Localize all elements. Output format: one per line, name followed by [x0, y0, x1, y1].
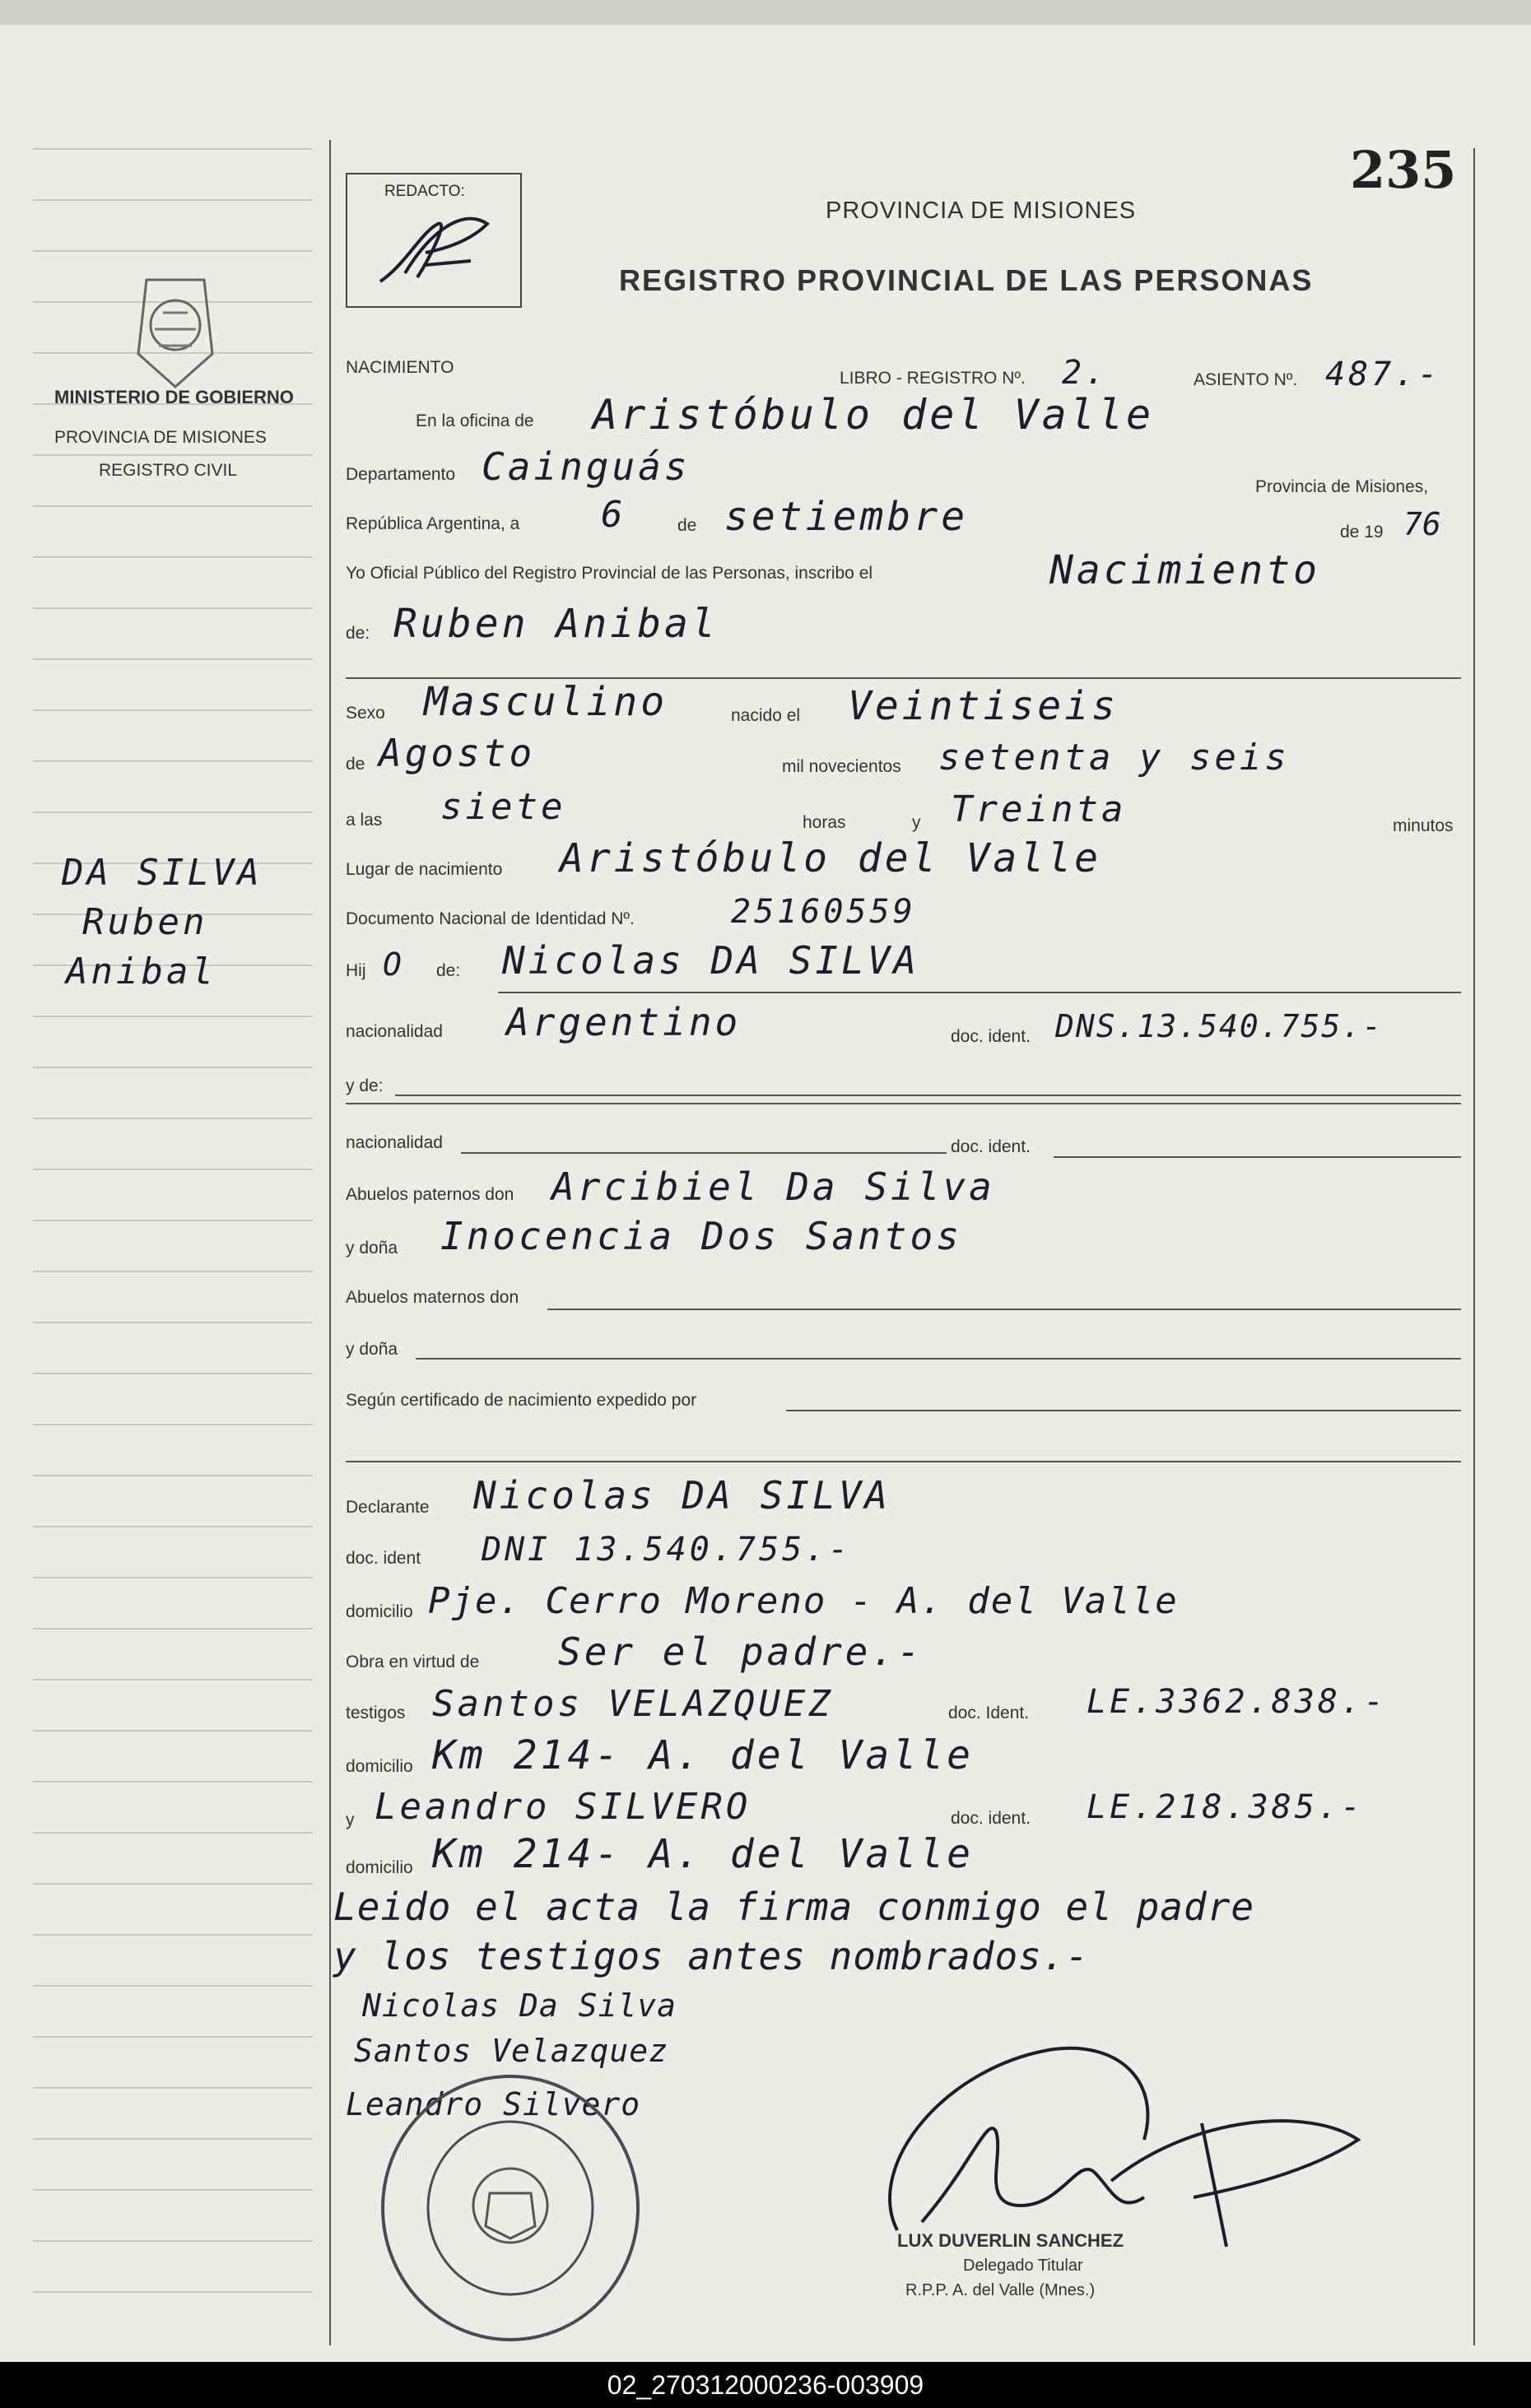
- minutos-value: Treinta: [951, 788, 1127, 830]
- margin-rule-line: [33, 1628, 313, 1629]
- testigo1-value: Santos VELAZQUEZ: [432, 1683, 834, 1725]
- testigos-label: testigos: [346, 1704, 406, 1722]
- margin-rule-line: [33, 2138, 313, 2140]
- oficina-value: Aristóbulo del Valle: [593, 391, 1155, 439]
- margin-rule-line: [33, 2240, 313, 2242]
- margin-rule-line: [33, 1934, 313, 1936]
- minutos-label: minutos: [1393, 816, 1454, 835]
- testigo1-domicilio-label: domicilio: [346, 1757, 413, 1776]
- margin-rule-line: [33, 1424, 313, 1425]
- declarante-value: Nicolas DA SILVA: [473, 1473, 891, 1518]
- margin-rule-line: [33, 454, 313, 456]
- margin-second-name: Anibal: [66, 951, 216, 992]
- firma-testigo2: Leandro Silvero: [346, 2086, 641, 2122]
- fecha-mes: setiembre: [724, 494, 969, 540]
- lugar-value: Aristóbulo del Valle: [560, 835, 1101, 881]
- fecha-de: de: [677, 516, 697, 535]
- margin-rule-line: [33, 250, 313, 252]
- frame-left-line: [329, 140, 331, 2345]
- cierre-line-1: Leido el acta la firma conmigo el padre: [333, 1885, 1255, 1929]
- testigo2-value: Leandro SILVERO: [375, 1786, 752, 1828]
- testigo2-domicilio-value: Km 214- A. del Valle: [432, 1831, 974, 1877]
- margin-rule-line: [33, 1679, 313, 1680]
- margin-rule-line: [33, 658, 313, 660]
- file-id-caption: 02_270312000236-003909: [0, 2362, 1531, 2408]
- mes-value: Agosto: [379, 731, 536, 775]
- margin-rule-line: [33, 1475, 313, 1476]
- declarante-doc-value: DNI 13.540.755.-: [482, 1531, 852, 1569]
- nombre-label: de:: [346, 624, 370, 643]
- nacionalidad-padre-value: Argentino: [506, 1000, 742, 1044]
- fecha-anio-label: de 19: [1340, 523, 1384, 542]
- testigo1-doc-label: doc. Ident.: [948, 1704, 1030, 1722]
- margin-rule-line: [33, 199, 313, 201]
- nacionalidad-padre-label: nacionalidad: [346, 1022, 443, 1041]
- testigo2-doc-value: LE.218.385.-: [1087, 1788, 1364, 1826]
- horas-label: horas: [803, 813, 846, 832]
- doc-padre-value: DNS.13.540.755.-: [1055, 1008, 1384, 1044]
- redacto-box: [346, 173, 522, 308]
- margin-rule-line: [33, 1322, 313, 1323]
- nombre-value: Ruben Anibal: [393, 601, 719, 647]
- declarante-label: Declarante: [346, 1498, 430, 1517]
- fecha-anio: 76: [1403, 506, 1441, 542]
- margin-rule-line: [33, 2189, 313, 2191]
- margin-rule-line: [33, 1730, 313, 1732]
- margin-rule-line: [33, 1781, 313, 1783]
- asiento-label: ASIENTO Nº.: [1194, 370, 1298, 389]
- hora-label: a las: [346, 811, 383, 830]
- departamento-value: Cainguás: [482, 444, 691, 489]
- doc-padre-label: doc. ident.: [951, 1027, 1031, 1046]
- oficial-value: Nacimiento: [1049, 547, 1320, 593]
- margin-rule-line: [33, 2087, 313, 2089]
- margin-rule-line: [33, 1373, 313, 1374]
- margin-rule-line: [33, 709, 313, 711]
- doc-madre-line: [1054, 1156, 1461, 1158]
- document-page: [0, 25, 1531, 2362]
- lugar-label: Lugar de nacimiento: [346, 860, 503, 879]
- margin-rule-line: [33, 760, 313, 762]
- mes-label: de: [346, 755, 365, 774]
- abuela-materna-line: [416, 1358, 1461, 1360]
- madre-line: [395, 1095, 1461, 1096]
- margin-first-name: Ruben: [82, 901, 208, 943]
- sidebar-province-label: PROVINCIA DE MISIONES: [54, 428, 267, 447]
- certificado-line: [786, 1410, 1461, 1411]
- firma-padre: Nicolas Da Silva: [362, 1987, 677, 2024]
- hijo-gender-value: O: [383, 946, 405, 983]
- redacto-label: REDACTO:: [384, 183, 465, 200]
- margin-rule-line: [33, 607, 313, 609]
- abuelo-paterno-value: Arcibiel Da Silva: [551, 1164, 995, 1209]
- sexo-value: Masculino: [424, 679, 668, 725]
- margin-rule-line: [33, 1118, 313, 1119]
- nacionalidad-madre-line: [461, 1152, 947, 1154]
- margin-rule-line: [33, 1832, 313, 1834]
- delegado-role: Delegado Titular: [963, 2257, 1083, 2275]
- abuela-materna-label: y doña: [346, 1340, 398, 1359]
- testigo2-domicilio-label: domicilio: [346, 1858, 413, 1877]
- dni-value: 25160559: [731, 893, 916, 931]
- delegado-name: LUX DUVERLIN SANCHEZ: [897, 2230, 1124, 2251]
- dni-label: Documento Nacional de Identidad Nº.: [346, 909, 635, 928]
- nacido-value: Veintiseis: [848, 683, 1119, 729]
- margin-rule-line: [33, 1169, 313, 1170]
- registry-header: REGISTRO PROVINCIAL DE LAS PERSONAS: [619, 263, 1314, 297]
- margin-rule-line: [33, 1016, 313, 1017]
- abuela-paterna-value: Inocencia Dos Santos: [440, 1214, 962, 1258]
- declarante-domicilio-value: Pje. Cerro Moreno - A. del Valle: [428, 1580, 1179, 1622]
- margin-surname: DA SILVA: [62, 852, 263, 894]
- declarante-domicilio-label: domicilio: [346, 1602, 413, 1621]
- margin-rule-line: [33, 1067, 313, 1068]
- obra-value: Ser el padre.-: [558, 1629, 924, 1674]
- asiento-value: 487.-: [1325, 356, 1441, 393]
- ministry-label: MINISTERIO DE GOBIERNO: [54, 387, 294, 407]
- declarante-doc-label: doc. ident: [346, 1549, 421, 1568]
- testigo1-doc-value: LE.3362.838.-: [1087, 1683, 1388, 1721]
- page-number: 235: [1350, 140, 1457, 200]
- padre-underline: [498, 992, 1461, 993]
- margin-rule-line: [33, 1220, 313, 1221]
- mil-label: mil novecientos: [782, 757, 901, 776]
- oficial-label: Yo Oficial Público del Registro Provincial de las Personas, inscribo el: [346, 564, 873, 583]
- abuelos-paternos-label: Abuelos paternos don: [346, 1185, 514, 1204]
- abuelos-maternos-label: Abuelos maternos don: [346, 1288, 519, 1307]
- hijo-label: Hij: [346, 961, 366, 980]
- province-header: PROVINCIA DE MISIONES: [826, 198, 1137, 224]
- obra-label: Obra en virtud de: [346, 1653, 480, 1671]
- hora-y-label: y: [912, 813, 921, 832]
- departamento-suffix: Provincia de Misiones,: [1255, 477, 1429, 496]
- margin-rule-line: [33, 1526, 313, 1527]
- margin-rule-line: [33, 1985, 313, 1987]
- fecha-label: República Argentina, a: [346, 514, 520, 533]
- margin-rule-line: [33, 148, 313, 150]
- province-seal-icon: [122, 263, 229, 395]
- certificado-label: Según certificado de nacimiento expedido por: [346, 1391, 697, 1410]
- margin-rule-line: [33, 2036, 313, 2038]
- frame-right-line: [1473, 148, 1475, 2345]
- delegado-office: R.P.P. A. del Valle (Mnes.): [905, 2281, 1096, 2299]
- testigo1-domicilio-value: Km 214- A. del Valle: [432, 1732, 974, 1778]
- testigo2-y-label: y: [346, 1811, 355, 1829]
- margin-rule-line: [33, 1883, 313, 1885]
- margin-rule-line: [33, 556, 313, 558]
- fecha-dia: 6: [601, 494, 626, 536]
- padre-name: Nicolas DA SILVA: [502, 938, 920, 983]
- testigo2-doc-label: doc. ident.: [951, 1809, 1031, 1828]
- nacionalidad-madre-label: nacionalidad: [346, 1133, 443, 1152]
- abuelo-materno-line: [547, 1309, 1461, 1310]
- departamento-label: Departamento: [346, 465, 456, 484]
- divider-2: [346, 1103, 1461, 1104]
- margin-rule-line: [33, 1577, 313, 1578]
- sidebar-civil-label: REGISTRO CIVIL: [99, 461, 238, 480]
- abuela-paterna-label: y doña: [346, 1239, 398, 1257]
- scan-edge: [0, 0, 1531, 25]
- libro-value: 2.: [1062, 354, 1109, 392]
- firma-testigo1: Santos Velazquez: [354, 2033, 669, 2069]
- registry-stamp-icon: [375, 2070, 646, 2345]
- margin-rule-line: [33, 1271, 313, 1272]
- redacto-initials-signature: [347, 174, 520, 306]
- libro-label: LIBRO - REGISTRO Nº.: [840, 369, 1026, 388]
- margin-rule-line: [33, 811, 313, 813]
- oficina-label: En la oficina de: [416, 411, 534, 430]
- cierre-line-2: y los testigos antes nombrados.-: [333, 1934, 1090, 1978]
- margin-rule-line: [33, 505, 313, 507]
- doc-madre-label: doc. ident.: [951, 1137, 1031, 1156]
- hora-value: siete: [440, 786, 566, 828]
- madre-label: y de:: [346, 1076, 384, 1095]
- nacido-label: nacido el: [731, 706, 801, 725]
- hijo-de-label: de:: [436, 961, 461, 980]
- margin-rule-line: [33, 2291, 313, 2293]
- record-type-label: NACIMIENTO: [346, 358, 454, 377]
- divider-3: [346, 1461, 1461, 1462]
- sexo-label: Sexo: [346, 704, 385, 723]
- anio-nac-value: setenta y seis: [938, 737, 1290, 779]
